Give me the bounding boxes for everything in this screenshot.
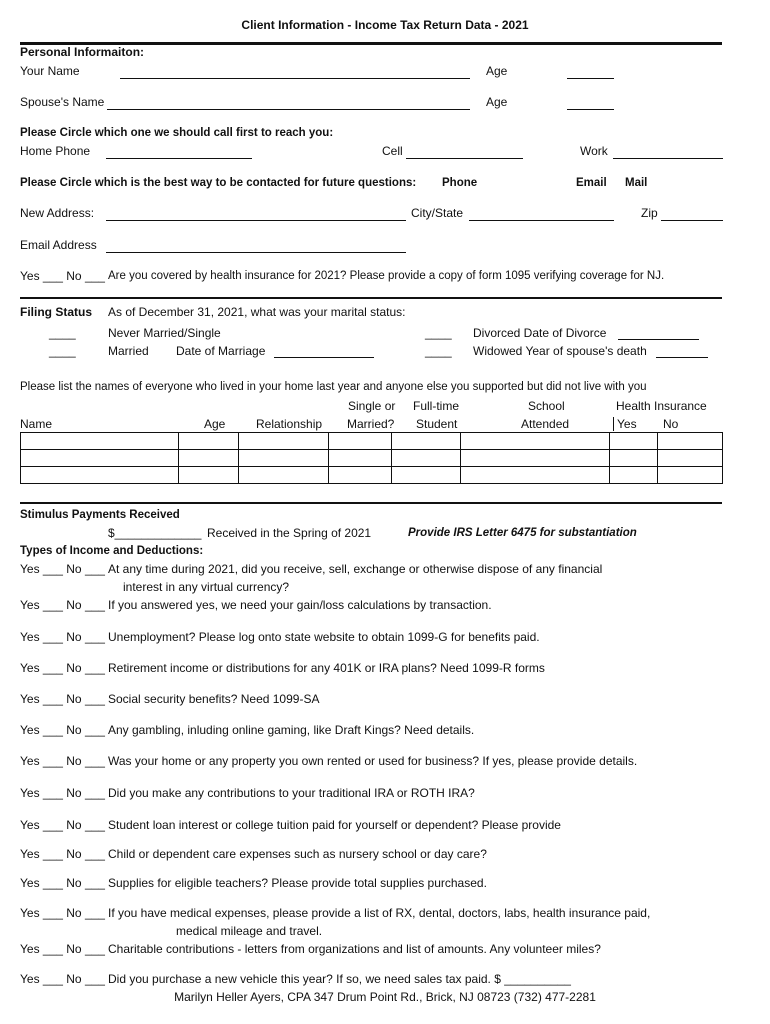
retirement-yes-no[interactable]: Yes ___ No ___ bbox=[20, 661, 105, 675]
ira-yes-no[interactable]: Yes ___ No ___ bbox=[20, 786, 105, 800]
col-name: Name bbox=[20, 417, 53, 431]
page-title: Client Information - Income Tax Return Data - 2021 bbox=[241, 18, 529, 32]
stimulus-provide: Provide IRS Letter 6475 for substantiation bbox=[408, 527, 637, 539]
table-cell[interactable] bbox=[329, 467, 392, 484]
table-row bbox=[21, 433, 723, 450]
table-cell[interactable] bbox=[179, 433, 239, 450]
col-single-1: Single or bbox=[348, 399, 396, 413]
student-yes-no[interactable]: Yes ___ No ___ bbox=[20, 818, 105, 832]
date-of-divorce-field[interactable] bbox=[618, 339, 699, 340]
table-cell[interactable] bbox=[21, 450, 179, 467]
gainloss-yes-no[interactable]: Yes ___ No ___ bbox=[20, 598, 105, 612]
col-relationship: Relationship bbox=[256, 417, 323, 431]
table-cell[interactable] bbox=[658, 450, 723, 467]
married-label: Married bbox=[108, 344, 149, 358]
spouse-age-field[interactable] bbox=[567, 109, 614, 110]
date-of-marriage-label: Date of Marriage bbox=[176, 344, 266, 358]
rental-yes-no[interactable]: Yes ___ No ___ bbox=[20, 754, 105, 768]
col-fulltime-2: Student bbox=[416, 417, 458, 431]
table-cell[interactable] bbox=[460, 467, 609, 484]
call-first-instruction: Please Circle which one we should call first to reach you: bbox=[20, 127, 334, 139]
table-cell[interactable] bbox=[179, 450, 239, 467]
social-yes-no[interactable]: Yes ___ No ___ bbox=[20, 692, 105, 706]
teachers-question: Supplies for eligible teachers? Please provide total supplies purchased. bbox=[108, 876, 487, 890]
stimulus-received: Received in the Spring of 2021 bbox=[207, 526, 372, 540]
work-field[interactable] bbox=[613, 158, 723, 159]
social-question: Social security benefits? Need 1099-SA bbox=[108, 692, 320, 706]
filing-question: As of December 31, 2021, what was your marital status: bbox=[108, 305, 406, 319]
table-cell[interactable] bbox=[609, 467, 657, 484]
dependents-intro: Please list the names of everyone who lived in your home last year and anyone else you supported but did not live with you bbox=[20, 381, 647, 393]
health-yes-no[interactable]: Yes ___ No ___ bbox=[20, 269, 105, 283]
spouse-name-field[interactable] bbox=[107, 109, 470, 110]
col-age: Age bbox=[204, 417, 226, 431]
table-cell[interactable] bbox=[179, 467, 239, 484]
table-cell[interactable] bbox=[329, 450, 392, 467]
divorced-label: Divorced Date of Divorce bbox=[473, 326, 607, 340]
col-health-no: No bbox=[663, 417, 679, 431]
table-cell[interactable] bbox=[238, 467, 328, 484]
home-phone-label: Home Phone bbox=[20, 144, 91, 158]
medical-yes-no[interactable]: Yes ___ No ___ bbox=[20, 906, 105, 920]
stimulus-amount-field[interactable]: $_____________ bbox=[108, 526, 202, 540]
table-cell[interactable] bbox=[392, 433, 461, 450]
table-cell[interactable] bbox=[238, 450, 328, 467]
contact-email-option[interactable]: Email bbox=[576, 177, 607, 189]
stimulus-heading: Stimulus Payments Received bbox=[20, 509, 180, 521]
retirement-question: Retirement income or distributions for any 401K or IRA plans? Need 1099-R forms bbox=[108, 661, 545, 675]
spouse-age-label: Age bbox=[486, 95, 508, 109]
col-school-2: Attended bbox=[521, 417, 570, 431]
virtual-question: At any time during 2021, did you receive, sell, exchange or otherwise dispose of any financial bbox=[108, 562, 603, 576]
city-state-label: City/State bbox=[411, 206, 464, 220]
teachers-yes-no[interactable]: Yes ___ No ___ bbox=[20, 876, 105, 890]
spouse-name-label: Spouse's Name bbox=[20, 95, 105, 109]
col-school-1: School bbox=[528, 399, 565, 413]
table-cell[interactable] bbox=[329, 433, 392, 450]
table-cell[interactable] bbox=[609, 433, 657, 450]
your-name-label: Your Name bbox=[20, 64, 80, 78]
section-rule-stimulus bbox=[20, 502, 722, 504]
never-married-blank[interactable]: ____ bbox=[49, 326, 76, 340]
col-health-yes: Yes bbox=[613, 417, 637, 431]
unemployment-yes-no[interactable]: Yes ___ No ___ bbox=[20, 630, 105, 644]
col-health: Health Insurance bbox=[616, 399, 707, 413]
gambling-yes-no[interactable]: Yes ___ No ___ bbox=[20, 723, 105, 737]
contact-way-instruction: Please Circle which is the best way to be contacted for future questions: bbox=[20, 177, 417, 189]
city-state-field[interactable] bbox=[469, 220, 614, 221]
age-field[interactable] bbox=[567, 78, 614, 79]
childcare-yes-no[interactable]: Yes ___ No ___ bbox=[20, 847, 105, 861]
col-fulltime-1: Full-time bbox=[413, 399, 460, 413]
spouse-death-year-field[interactable] bbox=[656, 357, 708, 358]
table-cell[interactable] bbox=[21, 433, 179, 450]
rental-question: Was your home or any property you own rented or used for business? If yes, please provide details. bbox=[108, 754, 638, 768]
table-cell[interactable] bbox=[21, 467, 179, 484]
married-blank[interactable]: ____ bbox=[49, 344, 76, 358]
cell-field[interactable] bbox=[406, 158, 523, 159]
gambling-question: Any gambling, inluding online gaming, like Draft Kings? Need details. bbox=[108, 723, 475, 737]
table-cell[interactable] bbox=[392, 467, 461, 484]
table-cell[interactable] bbox=[658, 467, 723, 484]
table-row bbox=[21, 467, 723, 484]
section-rule-filing bbox=[20, 297, 722, 299]
table-row bbox=[21, 450, 723, 467]
virtual-yes-no[interactable]: Yes ___ No ___ bbox=[20, 562, 105, 576]
email-address-label: Email Address bbox=[20, 238, 97, 252]
new-address-label: New Address: bbox=[20, 206, 95, 220]
table-cell[interactable] bbox=[658, 433, 723, 450]
personal-heading: Personal Informaiton: bbox=[20, 45, 145, 59]
ira-question: Did you make any contributions to your traditional IRA or ROTH IRA? bbox=[108, 786, 475, 800]
contact-phone-option[interactable]: Phone bbox=[442, 177, 478, 189]
medical-question: If you have medical expenses, please provide a list of RX, dental, doctors, labs, health insurance paid, bbox=[108, 906, 651, 920]
health-question: Are you covered by health insurance for 2021? Please provide a copy of form 1095 verifying coverage for NJ. bbox=[108, 270, 665, 282]
gainloss-question: If you answered yes, we need your gain/loss calculations by transaction. bbox=[108, 598, 492, 612]
cell-label: Cell bbox=[382, 144, 403, 158]
divorced-blank[interactable]: ____ bbox=[425, 326, 452, 340]
contact-mail-option[interactable]: Mail bbox=[625, 177, 648, 189]
medical-question-cont: medical mileage and travel. bbox=[176, 924, 323, 938]
zip-label: Zip bbox=[641, 206, 658, 220]
charity-question: Charitable contributions - letters from organizations and list of amounts. Any volunteer miles? bbox=[108, 942, 601, 956]
col-single-2: Married? bbox=[347, 417, 395, 431]
zip-field[interactable] bbox=[661, 220, 723, 221]
table-cell[interactable] bbox=[609, 450, 657, 467]
table-cell[interactable] bbox=[460, 450, 609, 467]
never-married-label: Never Married/Single bbox=[108, 326, 221, 340]
email-address-field[interactable] bbox=[106, 252, 406, 253]
dependents-table bbox=[20, 432, 723, 484]
vehicle-question: Did you purchase a new vehicle this year? If so, we need sales tax paid. $ __________ bbox=[108, 972, 571, 986]
widowed-blank[interactable]: ____ bbox=[425, 344, 452, 358]
virtual-question-cont: interest in any virtual currency? bbox=[123, 580, 290, 594]
new-address-field[interactable] bbox=[106, 220, 406, 221]
filing-heading: Filing Status bbox=[20, 305, 92, 319]
income-heading: Types of Income and Deductions: bbox=[20, 545, 204, 557]
vehicle-yes-no[interactable]: Yes ___ No ___ bbox=[20, 972, 105, 986]
age-label: Age bbox=[486, 64, 508, 78]
table-cell[interactable] bbox=[460, 433, 609, 450]
home-phone-field[interactable] bbox=[106, 158, 252, 159]
student-question: Student loan interest or college tuition paid for yourself or dependent? Please provide bbox=[108, 818, 561, 832]
charity-yes-no[interactable]: Yes ___ No ___ bbox=[20, 942, 105, 956]
date-of-marriage-field[interactable] bbox=[274, 357, 374, 358]
footer-contact: Marilyn Heller Ayers, CPA 347 Drum Point Rd., Brick, NJ 08723 (732) 477-2281 bbox=[174, 990, 596, 1004]
childcare-question: Child or dependent care expenses such as nursery school or day care? bbox=[108, 847, 487, 861]
your-name-field[interactable] bbox=[120, 78, 470, 79]
widowed-label: Widowed Year of spouse's death bbox=[473, 344, 647, 358]
table-cell[interactable] bbox=[238, 433, 328, 450]
unemployment-question: Unemployment? Please log onto state website to obtain 1099-G for benefits paid. bbox=[108, 630, 540, 644]
table-cell[interactable] bbox=[392, 450, 461, 467]
work-label: Work bbox=[580, 144, 608, 158]
